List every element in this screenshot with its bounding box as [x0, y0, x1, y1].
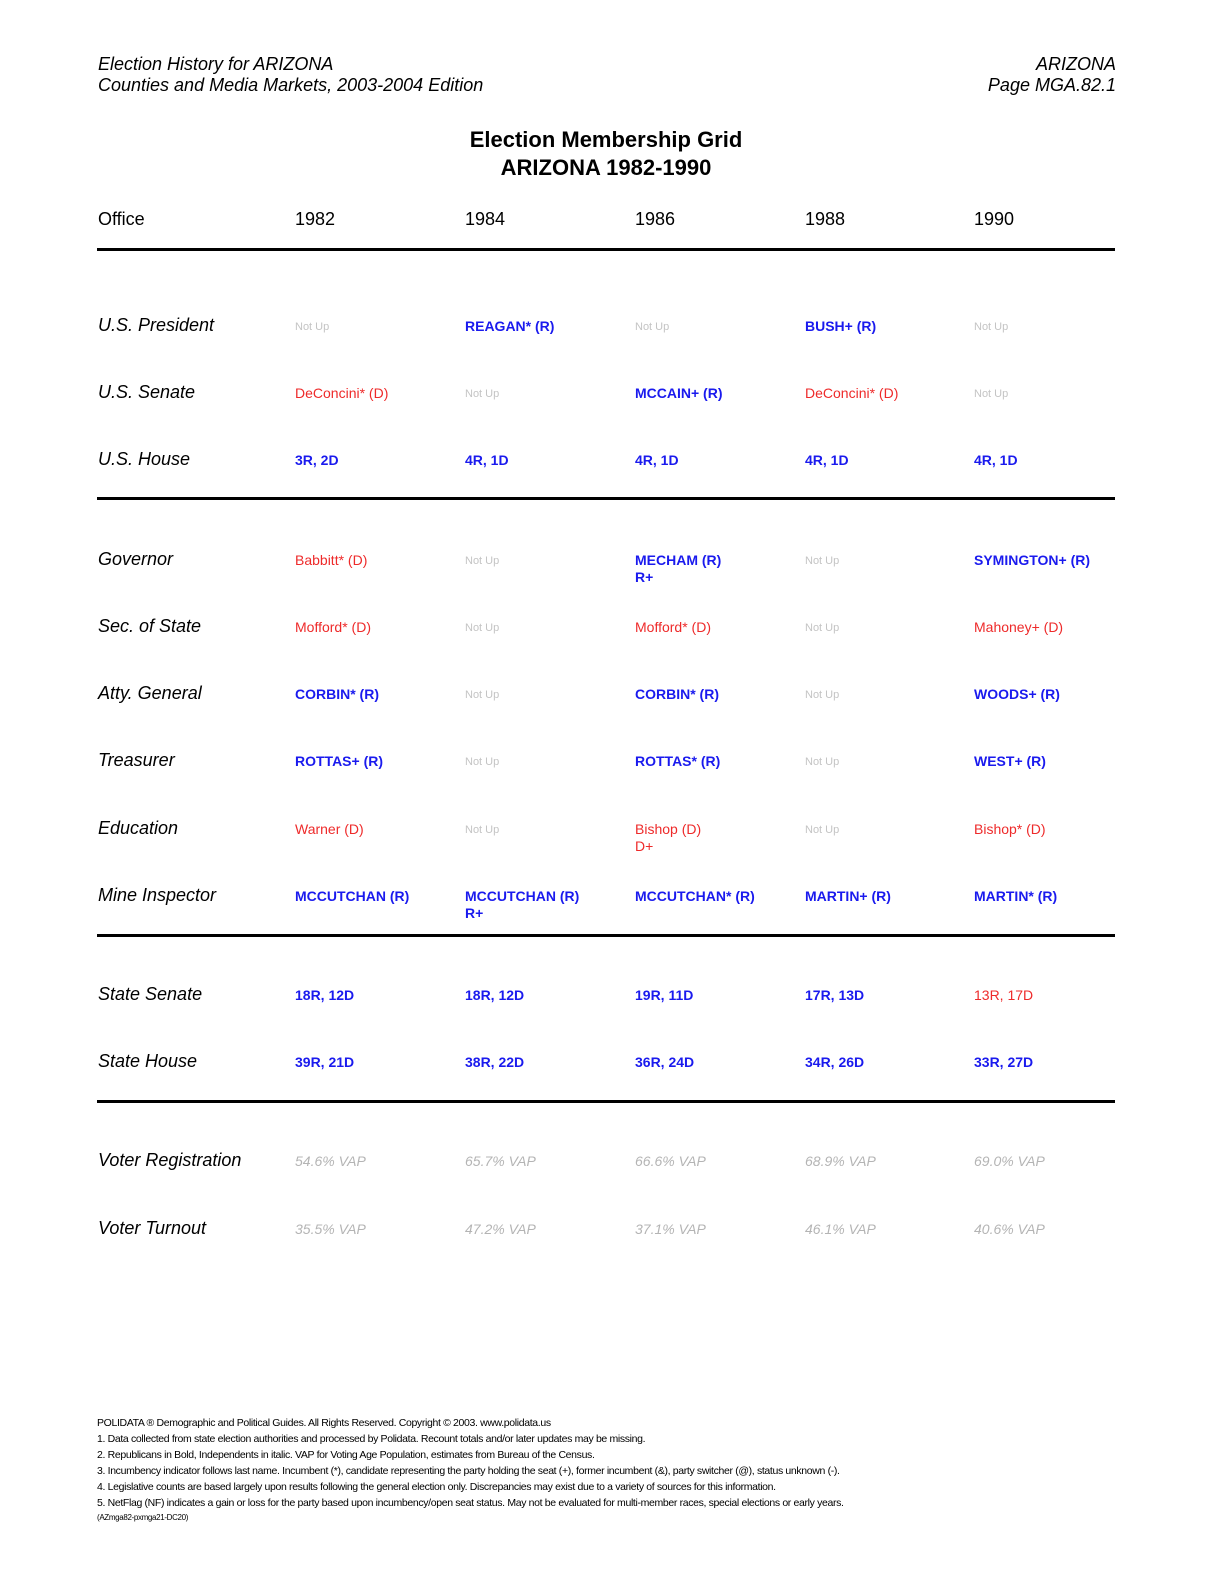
grid-cell — [974, 552, 1090, 569]
cell-result: 3R, 2D — [295, 452, 339, 468]
grid-cell — [974, 987, 1033, 1004]
grid-cell — [295, 753, 383, 770]
cell-result: Not Up — [635, 321, 670, 333]
grid-cell — [635, 1054, 694, 1071]
grid-cell — [635, 552, 721, 586]
cell-result: DeConcini* (D) — [295, 385, 389, 401]
grid-cell — [635, 821, 701, 855]
cell-result: WEST+ (R) — [974, 753, 1046, 769]
grid-cell — [635, 1221, 706, 1238]
grid-cell — [974, 1054, 1033, 1071]
cell-result: 65.7% VAP — [465, 1153, 536, 1169]
cell-result: 69.0% VAP — [974, 1153, 1045, 1169]
grid-cell — [805, 318, 876, 335]
grid-cell — [295, 1054, 354, 1071]
cell-result: 18R, 12D — [465, 987, 525, 1003]
grid-cell — [635, 753, 720, 770]
grid-cell — [465, 1221, 536, 1238]
cell-result: Not Up — [805, 555, 840, 567]
cell-result: 34R, 26D — [805, 1054, 865, 1070]
grid-cell — [805, 888, 891, 905]
grid-cell — [635, 888, 755, 905]
cell-result: Warner (D) — [295, 821, 364, 837]
cell-result: Not Up — [465, 689, 500, 701]
column-header-1988: 1988 — [805, 209, 846, 229]
grid-cell — [805, 452, 849, 469]
cell-result: Not Up — [805, 689, 840, 701]
cell-result: MCCAIN+ (R) — [635, 385, 723, 401]
legislature-divider — [97, 1100, 1115, 1103]
cell-result: 47.2% VAP — [465, 1221, 536, 1237]
row-label: Voter Registration — [98, 1150, 242, 1170]
cell-result: Bishop* (D) — [974, 821, 1046, 837]
cell-result: ROTTAS* (R) — [635, 753, 721, 769]
cell-result: MECHAM (R) — [635, 552, 722, 568]
footer-note: 4. Legislative counts are based largely upon results following the general election only. Discrepancies may exist due to a variety of sources for this information. — [97, 1481, 776, 1493]
row-label: U.S. President — [98, 315, 215, 335]
cell-result: 39R, 21D — [295, 1054, 355, 1070]
header-page-number: Page MGA.82.1 — [987, 75, 1116, 95]
grid-title-line2: ARIZONA 1982-1990 — [500, 155, 712, 180]
cell-result: ROTTAS+ (R) — [295, 753, 384, 769]
grid-cell — [974, 821, 1046, 838]
cell-result: Not Up — [465, 824, 500, 836]
grid-cell — [974, 452, 1018, 469]
cell-result: MCCUTCHAN* (R) — [635, 888, 755, 904]
header-divider — [97, 248, 1115, 251]
grid-cell — [295, 987, 354, 1004]
grid-cell — [805, 620, 839, 637]
grid-cell — [635, 385, 723, 402]
cell-result: Not Up — [465, 622, 500, 634]
row-label: Voter Turnout — [98, 1218, 207, 1238]
grid-cell — [465, 620, 499, 637]
cell-result: 66.6% VAP — [635, 1153, 706, 1169]
row-label: Atty. General — [98, 683, 202, 703]
grid-cell — [295, 1221, 366, 1238]
cell-net-flag: R+ — [635, 569, 654, 585]
grid-cell — [805, 754, 839, 771]
row-label: Education — [98, 818, 179, 838]
cell-result: Not Up — [805, 824, 840, 836]
column-header-office: Office — [98, 209, 145, 229]
grid-cell — [974, 888, 1057, 905]
grid-cell — [295, 385, 388, 402]
cell-result: Not Up — [465, 388, 500, 400]
grid-cell — [295, 319, 329, 336]
footer-copyright: POLIDATA ® Demographic and Political Guides. All Rights Reserved. Copyright © 2003. www.polidata.us — [97, 1417, 551, 1429]
page-header-left — [98, 54, 483, 96]
header-state: ARIZONA — [1035, 54, 1116, 74]
cell-result: Mofford* (D) — [635, 619, 711, 635]
footer-notes — [97, 1415, 844, 1525]
column-header-1984: 1984 — [465, 209, 506, 229]
cell-result: Not Up — [805, 622, 840, 634]
grid-cell — [635, 987, 693, 1004]
footer-note: 3. Incumbency indicator follows last name. Incumbent (*), candidate representing the party holding the seat (+), former incumbent (&), party switcher (@), status unknown (-). — [97, 1465, 840, 1477]
grid-cell — [465, 452, 509, 469]
column-header-1982: 1982 — [295, 209, 336, 229]
row-label: Sec. of State — [98, 616, 202, 636]
grid-cell — [465, 987, 524, 1004]
cell-result: 17R, 13D — [805, 987, 865, 1003]
grid-cell — [465, 1054, 524, 1071]
grid-cell — [295, 888, 409, 905]
grid-cell — [465, 1153, 536, 1170]
grid-title-line1: Election Membership Grid — [469, 127, 743, 152]
cell-result: Not Up — [465, 555, 500, 567]
grid-cell — [805, 553, 839, 570]
cell-result: 4R, 1D — [635, 452, 679, 468]
grid-cell — [295, 821, 364, 838]
grid-cell — [635, 619, 711, 636]
cell-result: 38R, 22D — [465, 1054, 525, 1070]
grid-cell — [805, 987, 864, 1004]
grid-cell — [465, 888, 579, 922]
statewide-divider — [97, 934, 1115, 937]
grid-cell — [465, 687, 499, 704]
cell-result: Mahoney+ (D) — [974, 619, 1064, 635]
grid-cell — [974, 686, 1060, 703]
cell-result: MCCUTCHAN (R) — [465, 888, 580, 904]
grid-cell — [805, 1054, 864, 1071]
grid-cell — [974, 1153, 1045, 1170]
grid-cell — [805, 687, 839, 704]
grid-cell — [465, 754, 499, 771]
cell-result: 4R, 1D — [805, 452, 849, 468]
grid-cell — [465, 318, 554, 335]
grid-cell — [295, 452, 339, 469]
cell-result: Not Up — [295, 321, 330, 333]
row-label: Mine Inspector — [98, 885, 217, 905]
row-label: U.S. Senate — [98, 382, 196, 402]
cell-result: 4R, 1D — [974, 452, 1018, 468]
cell-result: 33R, 27D — [974, 1054, 1034, 1070]
cell-result: 40.6% VAP — [974, 1221, 1045, 1237]
cell-result: CORBIN* (R) — [295, 686, 379, 702]
row-label: Treasurer — [98, 750, 175, 770]
grid-cell — [974, 319, 1008, 336]
cell-result: WOODS+ (R) — [974, 686, 1060, 702]
row-label: U.S. House — [98, 449, 191, 469]
grid-cell — [805, 1153, 876, 1170]
cell-result: MARTIN+ (R) — [805, 888, 891, 904]
grid-cell — [974, 753, 1046, 770]
cell-result: REAGAN* (R) — [465, 318, 555, 334]
grid-cell — [635, 1153, 706, 1170]
row-label: Governor — [98, 549, 174, 569]
grid-cell — [805, 1221, 876, 1238]
row-label: State Senate — [98, 984, 203, 1004]
grid-cell — [295, 686, 379, 703]
footer-note: 1. Data collected from state election authorities and processed by Polidata. Recount totals and/or later updates may be missing. — [97, 1433, 646, 1445]
page-header-right — [988, 54, 1116, 96]
grid-cell — [295, 552, 367, 569]
footer-code: (AZmga82-pxmga21-DC20) — [97, 1513, 189, 1522]
cell-result: 13R, 17D — [974, 987, 1034, 1003]
cell-result: MARTIN* (R) — [974, 888, 1058, 904]
column-header-1986: 1986 — [635, 209, 676, 229]
grid-title — [0, 126, 1212, 182]
cell-result: 35.5% VAP — [295, 1221, 366, 1237]
cell-result: Bishop (D) — [635, 821, 702, 837]
cell-result: 46.1% VAP — [805, 1221, 876, 1237]
cell-result: BUSH+ (R) — [805, 318, 877, 334]
cell-result: 18R, 12D — [295, 987, 355, 1003]
cell-result: Not Up — [974, 321, 1009, 333]
cell-result: Mofford* (D) — [295, 619, 371, 635]
grid-cell — [635, 452, 679, 469]
footer-note: 5. NetFlag (NF) indicates a gain or loss for the party based upon incumbency/open seat status. May not be evaluated for multi-member races, special elections or early years. — [97, 1497, 844, 1509]
cell-result: CORBIN* (R) — [635, 686, 719, 702]
row-label: State House — [98, 1051, 198, 1071]
cell-result: Not Up — [974, 388, 1009, 400]
cell-result: 54.6% VAP — [295, 1153, 366, 1169]
grid-cell — [635, 686, 719, 703]
grid-cell — [974, 1221, 1045, 1238]
cell-result: Not Up — [465, 756, 500, 768]
grid-cell — [465, 386, 499, 403]
header-title: Election History for ARIZONA — [98, 54, 334, 74]
grid-cell — [974, 386, 1008, 403]
cell-result: DeConcini* (D) — [805, 385, 899, 401]
cell-net-flag: D+ — [635, 838, 654, 854]
cell-result: 36R, 24D — [635, 1054, 695, 1070]
grid-cell — [465, 553, 499, 570]
footer-note: 2. Republicans in Bold, Independents in italic. VAP for Voting Age Population, estimates from Bureau of the Census. — [97, 1449, 595, 1461]
cell-result: 4R, 1D — [465, 452, 509, 468]
grid-cell — [974, 619, 1063, 636]
cell-result: Not Up — [805, 756, 840, 768]
cell-result: 19R, 11D — [635, 987, 694, 1003]
cell-result: SYMINGTON+ (R) — [974, 552, 1091, 568]
cell-result: 68.9% VAP — [805, 1153, 876, 1169]
federal-divider — [97, 497, 1115, 500]
cell-result: MCCUTCHAN (R) — [295, 888, 410, 904]
cell-net-flag: R+ — [465, 905, 484, 921]
grid-cell — [465, 822, 499, 839]
grid-cell — [635, 319, 669, 336]
grid-cell — [295, 619, 371, 636]
cell-result: 37.1% VAP — [635, 1221, 706, 1237]
grid-cell — [295, 1153, 366, 1170]
cell-result: Babbitt* (D) — [295, 552, 368, 568]
grid-cell — [805, 822, 839, 839]
column-header-1990: 1990 — [974, 209, 1015, 229]
header-subtitle: Counties and Media Markets, 2003-2004 Edition — [98, 75, 484, 95]
grid-cell — [805, 385, 898, 402]
